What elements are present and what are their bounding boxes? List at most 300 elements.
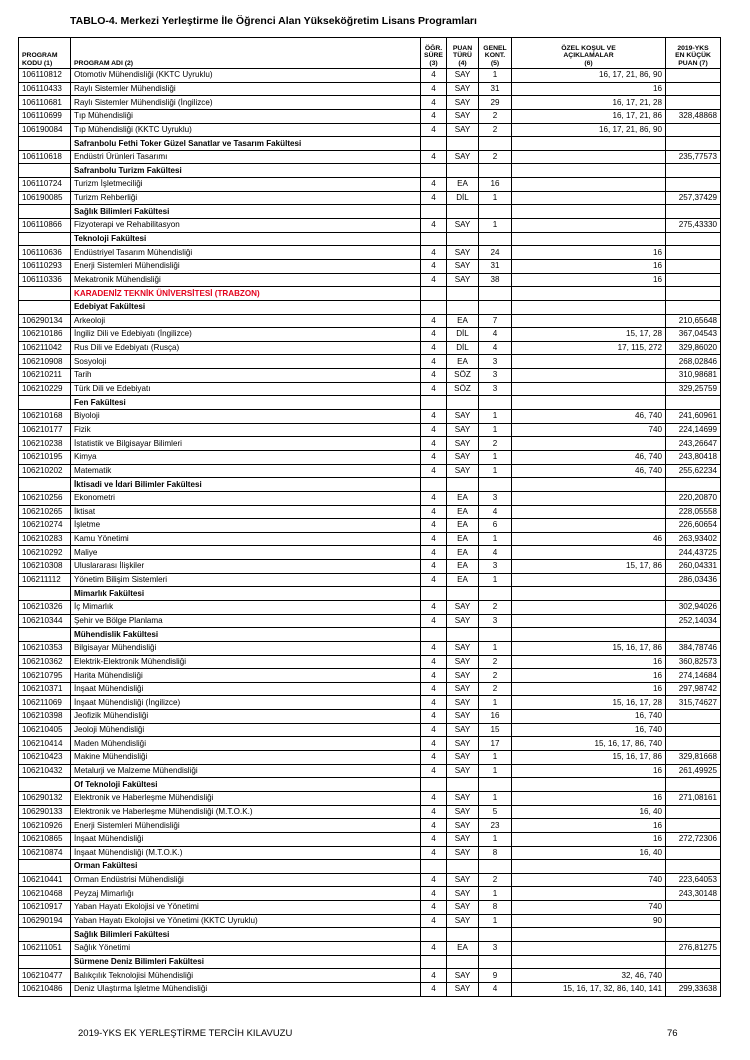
- notes-cell: [512, 587, 666, 601]
- quota-cell: 2: [479, 655, 512, 669]
- quota-cell: [479, 164, 512, 178]
- duration-cell: 4: [421, 546, 447, 560]
- program-code-cell: 106290194: [19, 914, 71, 928]
- header-notes: [512, 38, 666, 69]
- program-code-cell: 106290134: [19, 314, 71, 328]
- program-code-cell: 106110618: [19, 150, 71, 164]
- program-name-cell: Of Teknoloji Fakültesi: [71, 778, 421, 792]
- min-score-cell: [666, 628, 721, 642]
- score-type-cell: DİL: [447, 341, 479, 355]
- program-code-cell: [19, 860, 71, 874]
- quota-cell: 9: [479, 969, 512, 983]
- min-score-cell: 257,37429: [666, 191, 721, 205]
- program-code-cell: 106110724: [19, 178, 71, 192]
- score-type-cell: EA: [447, 519, 479, 533]
- program-name-cell: Kamu Yönetimi: [71, 532, 421, 546]
- program-code-cell: 106290132: [19, 791, 71, 805]
- min-score-cell: 263,93402: [666, 532, 721, 546]
- min-score-cell: [666, 287, 721, 301]
- notes-cell: 16, 740: [512, 710, 666, 724]
- faculty-heading-row: [19, 928, 721, 942]
- duration-cell: 4: [421, 969, 447, 983]
- program-name-cell: Mimarlık Fakültesi: [71, 587, 421, 601]
- min-score-cell: 226,60654: [666, 519, 721, 533]
- notes-cell: 16: [512, 82, 666, 96]
- score-type-cell: SAY: [447, 219, 479, 233]
- table-body: [19, 69, 721, 997]
- notes-cell: [512, 955, 666, 969]
- quota-cell: 3: [479, 614, 512, 628]
- program-row: [19, 846, 721, 860]
- score-type-cell: EA: [447, 560, 479, 574]
- duration-cell: 4: [421, 82, 447, 96]
- program-row: [19, 901, 721, 915]
- min-score-cell: 297,98742: [666, 682, 721, 696]
- duration-cell: [421, 205, 447, 219]
- header-line: (5): [490, 59, 500, 67]
- min-score-cell: [666, 232, 721, 246]
- header-line: EN KÜÇÜK: [675, 52, 711, 59]
- notes-cell: 740: [512, 901, 666, 915]
- program-code-cell: 106210865: [19, 832, 71, 846]
- quota-cell: 3: [479, 355, 512, 369]
- program-row: [19, 969, 721, 983]
- score-type-cell: SAY: [447, 123, 479, 137]
- score-type-cell: [447, 628, 479, 642]
- program-row: [19, 423, 721, 437]
- duration-cell: 4: [421, 382, 447, 396]
- min-score-cell: [666, 396, 721, 410]
- program-code-cell: 106210468: [19, 887, 71, 901]
- score-type-cell: SAY: [447, 259, 479, 273]
- program-row: [19, 369, 721, 383]
- score-type-cell: SAY: [447, 96, 479, 110]
- notes-cell: 16: [512, 819, 666, 833]
- duration-cell: 4: [421, 914, 447, 928]
- quota-cell: 1: [479, 573, 512, 587]
- program-code-cell: 106190084: [19, 123, 71, 137]
- program-name-cell: Fen Fakültesi: [71, 396, 421, 410]
- header-program-code: [19, 38, 71, 69]
- program-row: [19, 246, 721, 260]
- notes-cell: 15, 16, 17, 86: [512, 751, 666, 765]
- table-title: TABLO-4. Merkezi Yerleştirme İle Öğrenci Alan Yükseköğretim Lisans Programları: [70, 15, 477, 27]
- score-type-cell: SÖZ: [447, 369, 479, 383]
- program-row: [19, 614, 721, 628]
- program-row: [19, 123, 721, 137]
- program-name-cell: Endüstri Ürünleri Tasarımı: [71, 150, 421, 164]
- duration-cell: [421, 587, 447, 601]
- quota-cell: 4: [479, 546, 512, 560]
- quota-cell: [479, 628, 512, 642]
- program-name-cell: Turizm Rehberliği: [71, 191, 421, 205]
- min-score-cell: [666, 778, 721, 792]
- duration-cell: [421, 287, 447, 301]
- quota-cell: [479, 287, 512, 301]
- duration-cell: [421, 628, 447, 642]
- score-type-cell: [447, 287, 479, 301]
- duration-cell: 4: [421, 464, 447, 478]
- duration-cell: 4: [421, 178, 447, 192]
- notes-cell: [512, 928, 666, 942]
- min-score-cell: 228,05558: [666, 505, 721, 519]
- duration-cell: 4: [421, 805, 447, 819]
- program-row: [19, 273, 721, 287]
- duration-cell: 4: [421, 491, 447, 505]
- faculty-heading-row: [19, 300, 721, 314]
- program-name-cell: Orman Fakültesi: [71, 860, 421, 874]
- notes-cell: 15, 16, 17, 86, 740: [512, 737, 666, 751]
- faculty-heading-row: [19, 232, 721, 246]
- program-name-cell: Teknoloji Fakültesi: [71, 232, 421, 246]
- min-score-cell: 223,64053: [666, 873, 721, 887]
- notes-cell: 16: [512, 791, 666, 805]
- score-type-cell: DİL: [447, 191, 479, 205]
- program-code-cell: [19, 396, 71, 410]
- program-name-cell: Maden Mühendisliği: [71, 737, 421, 751]
- duration-cell: 4: [421, 669, 447, 683]
- program-name-cell: Metalurji ve Malzeme Mühendisliği: [71, 764, 421, 778]
- min-score-cell: 286,03436: [666, 573, 721, 587]
- program-name-cell: Bilgisayar Mühendisliği: [71, 641, 421, 655]
- score-type-cell: SAY: [447, 710, 479, 724]
- program-name-cell: Yaban Hayatı Ekolojisi ve Yönetimi: [71, 901, 421, 915]
- notes-cell: [512, 860, 666, 874]
- min-score-cell: 255,62234: [666, 464, 721, 478]
- program-name-cell: Safranbolu Turizm Fakültesi: [71, 164, 421, 178]
- quota-cell: 16: [479, 710, 512, 724]
- quota-cell: 3: [479, 942, 512, 956]
- program-row: [19, 410, 721, 424]
- notes-cell: 46, 740: [512, 464, 666, 478]
- quota-cell: 3: [479, 382, 512, 396]
- faculty-heading-row: [19, 955, 721, 969]
- program-row: [19, 96, 721, 110]
- min-score-cell: 328,48868: [666, 109, 721, 123]
- score-type-cell: SAY: [447, 246, 479, 260]
- program-code-cell: 106210371: [19, 682, 71, 696]
- score-type-cell: SAY: [447, 737, 479, 751]
- duration-cell: [421, 137, 447, 151]
- score-type-cell: EA: [447, 546, 479, 560]
- faculty-heading-row: [19, 205, 721, 219]
- quota-cell: 5: [479, 805, 512, 819]
- notes-cell: 17, 115, 272: [512, 341, 666, 355]
- faculty-heading-row: [19, 478, 721, 492]
- program-code-cell: 106210917: [19, 901, 71, 915]
- notes-cell: [512, 573, 666, 587]
- duration-cell: 4: [421, 109, 447, 123]
- table-header-row: [19, 38, 721, 69]
- duration-cell: 4: [421, 150, 447, 164]
- duration-cell: 4: [421, 69, 447, 83]
- min-score-cell: [666, 928, 721, 942]
- program-name-cell: Harita Mühendisliği: [71, 669, 421, 683]
- min-score-cell: [666, 805, 721, 819]
- program-code-cell: 106110866: [19, 219, 71, 233]
- score-type-cell: EA: [447, 573, 479, 587]
- duration-cell: 4: [421, 832, 447, 846]
- notes-cell: [512, 150, 666, 164]
- min-score-cell: [666, 860, 721, 874]
- quota-cell: 1: [479, 696, 512, 710]
- program-code-cell: [19, 205, 71, 219]
- quota-cell: 4: [479, 982, 512, 996]
- quota-cell: 31: [479, 82, 512, 96]
- duration-cell: 4: [421, 696, 447, 710]
- min-score-cell: [666, 846, 721, 860]
- program-code-cell: 106190085: [19, 191, 71, 205]
- page-number: 76: [667, 1028, 678, 1039]
- score-type-cell: SAY: [447, 464, 479, 478]
- program-name-cell: Ekonometri: [71, 491, 421, 505]
- quota-cell: 4: [479, 328, 512, 342]
- program-code-cell: 106211042: [19, 341, 71, 355]
- notes-cell: [512, 382, 666, 396]
- quota-cell: 1: [479, 219, 512, 233]
- program-row: [19, 505, 721, 519]
- score-type-cell: DİL: [447, 328, 479, 342]
- program-row: [19, 723, 721, 737]
- program-row: [19, 791, 721, 805]
- quota-cell: 16: [479, 178, 512, 192]
- program-row: [19, 751, 721, 765]
- quota-cell: 2: [479, 600, 512, 614]
- program-name-cell: Rus Dili ve Edebiyatı (Rusça): [71, 341, 421, 355]
- score-type-cell: EA: [447, 355, 479, 369]
- quota-cell: [479, 396, 512, 410]
- program-row: [19, 737, 721, 751]
- notes-cell: [512, 369, 666, 383]
- duration-cell: 4: [421, 191, 447, 205]
- score-type-cell: [447, 137, 479, 151]
- header-line: (6): [584, 59, 593, 67]
- min-score-cell: 360,82573: [666, 655, 721, 669]
- min-score-cell: 252,14034: [666, 614, 721, 628]
- min-score-cell: [666, 273, 721, 287]
- program-row: [19, 560, 721, 574]
- header-line: KODU (1): [22, 59, 53, 67]
- program-row: [19, 69, 721, 83]
- program-name-cell: Yönetim Bilişim Sistemleri: [71, 573, 421, 587]
- quota-cell: [479, 205, 512, 219]
- score-type-cell: SAY: [447, 614, 479, 628]
- program-name-cell: Jeoloji Mühendisliği: [71, 723, 421, 737]
- program-row: [19, 464, 721, 478]
- score-type-cell: EA: [447, 942, 479, 956]
- quota-cell: [479, 137, 512, 151]
- score-type-cell: EA: [447, 491, 479, 505]
- quota-cell: 1: [479, 832, 512, 846]
- program-name-cell: İnşaat Mühendisliği (M.T.O.K.): [71, 846, 421, 860]
- quota-cell: 1: [479, 191, 512, 205]
- duration-cell: 4: [421, 123, 447, 137]
- program-name-cell: Turizm İşletmeciliği: [71, 178, 421, 192]
- notes-cell: [512, 178, 666, 192]
- min-score-cell: 241,60961: [666, 410, 721, 424]
- duration-cell: 4: [421, 600, 447, 614]
- score-type-cell: [447, 300, 479, 314]
- program-code-cell: 106210398: [19, 710, 71, 724]
- score-type-cell: SAY: [447, 723, 479, 737]
- program-code-cell: 106211112: [19, 573, 71, 587]
- program-code-cell: [19, 928, 71, 942]
- min-score-cell: 243,26647: [666, 437, 721, 451]
- program-row: [19, 914, 721, 928]
- notes-cell: 16, 17, 21, 86, 90: [512, 123, 666, 137]
- duration-cell: 4: [421, 96, 447, 110]
- program-row: [19, 109, 721, 123]
- min-score-cell: [666, 178, 721, 192]
- duration-cell: 4: [421, 751, 447, 765]
- quota-cell: [479, 860, 512, 874]
- duration-cell: 4: [421, 259, 447, 273]
- duration-cell: [421, 300, 447, 314]
- quota-cell: 1: [479, 532, 512, 546]
- program-name-cell: Makine Mühendisliği: [71, 751, 421, 765]
- min-score-cell: [666, 137, 721, 151]
- header-quota: [479, 38, 512, 69]
- program-name-cell: Jeofizik Mühendisliği: [71, 710, 421, 724]
- quota-cell: 7: [479, 314, 512, 328]
- min-score-cell: [666, 300, 721, 314]
- quota-cell: [479, 587, 512, 601]
- program-name-cell: KARADENİZ TEKNİK ÜNİVERSİTESİ (TRABZON): [71, 287, 421, 301]
- notes-cell: [512, 491, 666, 505]
- program-row: [19, 328, 721, 342]
- min-score-cell: [666, 69, 721, 83]
- duration-cell: 4: [421, 423, 447, 437]
- header-min-score: [666, 38, 721, 69]
- program-name-cell: Sağlık Yönetimi: [71, 942, 421, 956]
- score-type-cell: [447, 205, 479, 219]
- program-code-cell: 106210353: [19, 641, 71, 655]
- program-name-cell: Elektronik ve Haberleşme Mühendisliği (M.T.O.K.): [71, 805, 421, 819]
- program-row: [19, 942, 721, 956]
- min-score-cell: [666, 96, 721, 110]
- notes-cell: [512, 628, 666, 642]
- score-type-cell: SAY: [447, 764, 479, 778]
- quota-cell: 17: [479, 737, 512, 751]
- program-code-cell: 106210292: [19, 546, 71, 560]
- duration-cell: 4: [421, 846, 447, 860]
- score-type-cell: [447, 478, 479, 492]
- min-score-cell: [666, 164, 721, 178]
- duration-cell: [421, 396, 447, 410]
- quota-cell: 1: [479, 410, 512, 424]
- program-row: [19, 546, 721, 560]
- score-type-cell: SAY: [447, 82, 479, 96]
- quota-cell: 1: [479, 69, 512, 83]
- notes-cell: [512, 942, 666, 956]
- program-row: [19, 355, 721, 369]
- program-row: [19, 191, 721, 205]
- notes-cell: 16: [512, 682, 666, 696]
- min-score-cell: [666, 914, 721, 928]
- min-score-cell: 329,25759: [666, 382, 721, 396]
- program-code-cell: 106210423: [19, 751, 71, 765]
- min-score-cell: 261,49925: [666, 764, 721, 778]
- duration-cell: 4: [421, 710, 447, 724]
- header-program-name: [71, 38, 421, 69]
- program-name-cell: Türk Dili ve Edebiyatı: [71, 382, 421, 396]
- quota-cell: 8: [479, 846, 512, 860]
- faculty-heading-row: [19, 628, 721, 642]
- program-name-cell: Biyoloji: [71, 410, 421, 424]
- notes-cell: [512, 887, 666, 901]
- min-score-cell: 329,81668: [666, 751, 721, 765]
- duration-cell: 4: [421, 273, 447, 287]
- notes-cell: [512, 314, 666, 328]
- quota-cell: 15: [479, 723, 512, 737]
- duration-cell: [421, 860, 447, 874]
- program-name-cell: Sürmene Deniz Bilimleri Fakültesi: [71, 955, 421, 969]
- score-type-cell: SAY: [447, 805, 479, 819]
- program-name-cell: Arkeoloji: [71, 314, 421, 328]
- program-name-cell: Fizik: [71, 423, 421, 437]
- notes-cell: [512, 191, 666, 205]
- score-type-cell: SAY: [447, 696, 479, 710]
- program-name-cell: Mühendislik Fakültesi: [71, 628, 421, 642]
- score-type-cell: SAY: [447, 682, 479, 696]
- program-code-cell: 106210326: [19, 600, 71, 614]
- notes-cell: 15, 16, 17, 28: [512, 696, 666, 710]
- program-code-cell: 106290133: [19, 805, 71, 819]
- notes-cell: [512, 546, 666, 560]
- score-type-cell: SAY: [447, 437, 479, 451]
- program-code-cell: 106210238: [19, 437, 71, 451]
- header-score-type: [447, 38, 479, 69]
- min-score-cell: 275,43330: [666, 219, 721, 233]
- quota-cell: 1: [479, 641, 512, 655]
- program-name-cell: Edebiyat Fakültesi: [71, 300, 421, 314]
- notes-cell: 740: [512, 873, 666, 887]
- program-code-cell: 106210874: [19, 846, 71, 860]
- header-line: PUAN (7): [678, 59, 708, 67]
- min-score-cell: [666, 955, 721, 969]
- faculty-heading-row: [19, 860, 721, 874]
- faculty-heading-row: [19, 137, 721, 151]
- header-line: PUAN: [452, 44, 473, 52]
- program-row: [19, 710, 721, 724]
- score-type-cell: SAY: [447, 846, 479, 860]
- min-score-cell: [666, 723, 721, 737]
- score-type-cell: [447, 928, 479, 942]
- program-code-cell: 106110812: [19, 69, 71, 83]
- program-code-cell: [19, 137, 71, 151]
- min-score-cell: 220,20870: [666, 491, 721, 505]
- program-row: [19, 873, 721, 887]
- min-score-cell: 244,43725: [666, 546, 721, 560]
- program-name-cell: Elektrik-Elektronik Mühendisliği: [71, 655, 421, 669]
- duration-cell: 4: [421, 314, 447, 328]
- program-row: [19, 669, 721, 683]
- program-name-cell: İnşaat Mühendisliği (İngilizce): [71, 696, 421, 710]
- program-name-cell: Kimya: [71, 450, 421, 464]
- score-type-cell: SAY: [447, 410, 479, 424]
- score-type-cell: [447, 396, 479, 410]
- min-score-cell: [666, 259, 721, 273]
- score-type-cell: SAY: [447, 600, 479, 614]
- program-name-cell: Raylı Sistemler Mühendisliği (İngilizce): [71, 96, 421, 110]
- score-type-cell: SAY: [447, 751, 479, 765]
- program-name-cell: Maliye: [71, 546, 421, 560]
- min-score-cell: 243,80418: [666, 450, 721, 464]
- duration-cell: 4: [421, 519, 447, 533]
- score-type-cell: SAY: [447, 69, 479, 83]
- notes-cell: 16: [512, 832, 666, 846]
- header-line: PROGRAM ADI (2): [74, 59, 134, 67]
